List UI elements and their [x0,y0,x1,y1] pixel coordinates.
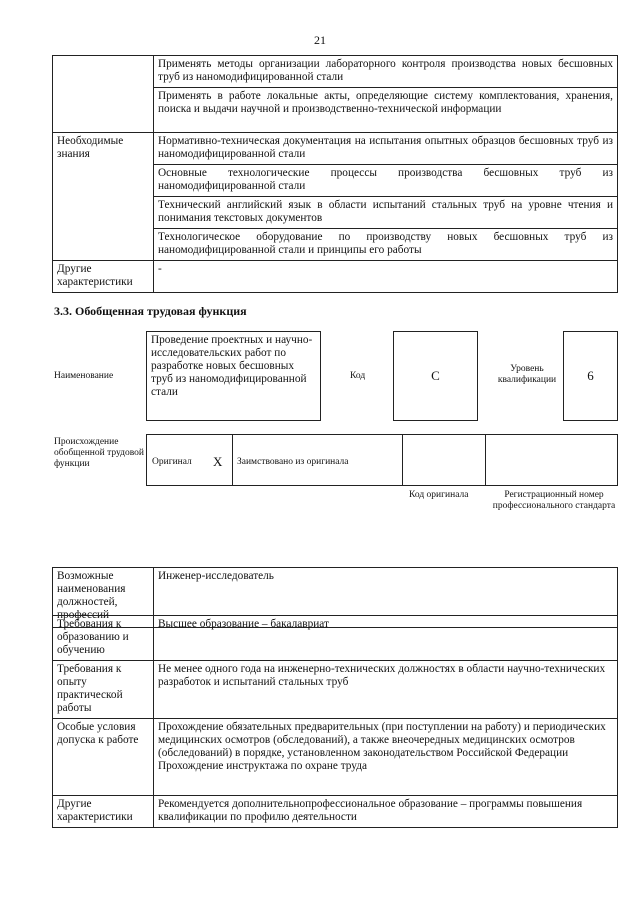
req-text [154,661,618,719]
level-value-box: 6 [563,331,618,421]
positions-value: Инженер-исследователь [154,568,618,628]
row-text: Применять методы организации лабораторного контроля производства новых бесшовных труб из наномодифицированной стали [154,56,618,88]
original-mark: X [213,454,223,469]
req-label: Другие характеристики [53,796,154,828]
row-label-knowledge: Необходимые знания [53,133,154,261]
table-row [53,56,618,88]
table-row [53,261,618,293]
table-row [53,796,618,828]
req-text [154,616,618,661]
row-text: Технологическое оборудование по производству новых бесшовных труб из наномодифицированной стали и принципы его работы [154,229,618,261]
row-label-other: Другие характеристики [53,261,154,293]
name-label: Наименование [54,371,114,381]
req-label: Особые условия допуска к работе [53,719,154,796]
req-line: Прохождение инструктажа по охране труда [158,760,368,772]
req-line: Высшее образование – бакалавриат [158,618,329,630]
origin-label: Происхождение обобщенной трудовой функции [54,437,144,469]
divider [232,435,233,485]
req-line: Не менее одного года на инженерно-технических должностях в области научно-технических разработок и испытаний стальных труб [158,663,606,688]
row-text: Применять в работе локальные акты, определяющие систему комплектования, хранения, поиска и выдачи научной и производственно-технической информации [154,88,618,133]
borrowed-label: Заимствовано из оригинала [237,457,349,467]
divider [402,435,403,485]
table-row [53,616,618,661]
req-text [154,719,618,796]
table-row [53,719,618,796]
function-name-box: Проведение проектных и научно-исследовательских работ по разработке новых бесшовных труб из наномодифицированной стали [146,331,321,421]
level-label: Уровень квалификации [497,364,557,385]
origin-box [146,434,618,486]
reg-number-caption: Регистрационный номер профессионального стандарта [492,490,616,511]
requirements-table [52,615,618,828]
row-text: Основные технологические процессы производства бесшовных труб из наномодифицированной стали [154,165,618,197]
divider [485,435,486,485]
row-text: Нормативно-техническая документация на испытания опытных образцов бесшовных труб из наномодифицированной стали [154,133,618,165]
skills-knowledge-table [52,55,618,293]
page-number: 21 [314,33,326,47]
req-line: Рекомендуется дополнительнопрофессиональное образование – программы повышения квалификации по профилю деятельности [158,798,583,823]
original-code-caption: Код оригинала [409,490,469,500]
req-label: Требования к образованию и обучению [53,616,154,661]
table-row [53,133,618,165]
req-line: Прохождение обязательных предварительных (при поступлении на работу) и периодических медицинских осмотров (обследований), а также внеочередных медицинских осмотров (обследований) в порядке, установленном законодательством Российской Федерации [158,721,606,759]
row-text: Технический английский язык в области испытаний стальных труб на уровне чтения и понимания текстовых документов [154,197,618,229]
original-label: Оригинал [152,457,192,467]
row-label [53,56,154,133]
section-heading: 3.3. Обобщенная трудовая функция [54,304,247,318]
table-row [53,661,618,719]
row-text: - [154,261,618,293]
req-text [154,796,618,828]
code-label: Код [350,371,366,381]
positions-label: Возможные наименования должностей, профессий [53,568,154,628]
code-value-box: C [393,331,478,421]
req-label: Требования к опыту практической работы [53,661,154,719]
